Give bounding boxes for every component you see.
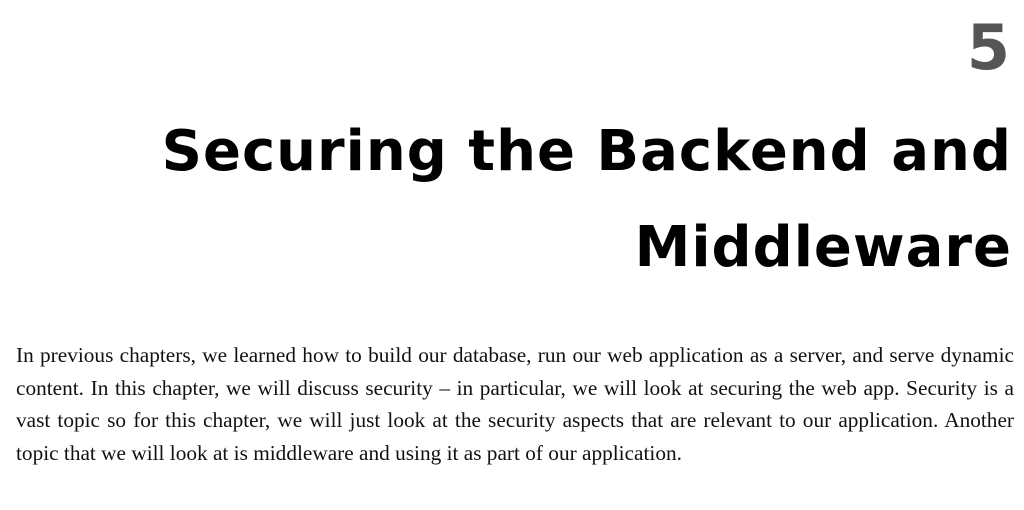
chapter-title: Securing the Backend and Middleware xyxy=(161,119,1012,280)
chapter-number: 5 xyxy=(966,11,1012,84)
intro-paragraph: In previous chapters, we learned how to build our database, run our web application as a server, and serve dynamic content. In this chapter, we will discuss security – in particular, we will look at securing the web app. Security is a vast topic so for this chapter, we will just look at the security aspects that are relevant to our application. Another topic that we will look at is middleware and using it as part of our application. xyxy=(16,343,1014,465)
